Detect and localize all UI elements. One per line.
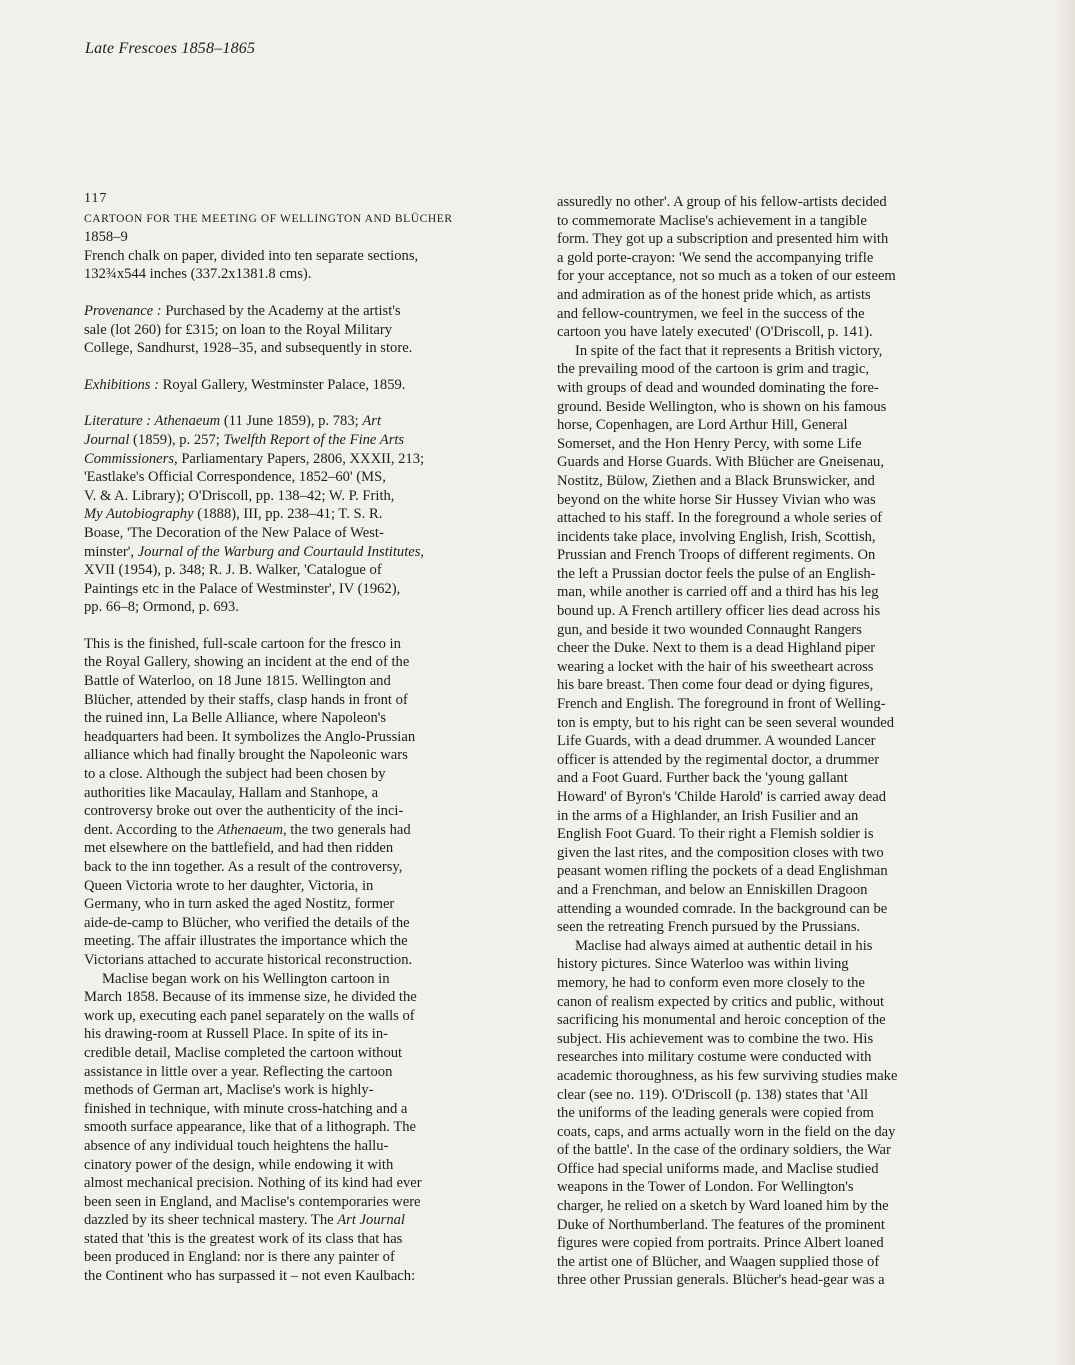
text-segment: canon of realism expected by critics and public, without [557, 993, 885, 1010]
text-line [557, 993, 977, 1012]
text-segment: back to the inn together. As a result of the controversy, [84, 859, 403, 875]
text-line [557, 1234, 977, 1253]
text-segment: and a Frenchman, and below an Enniskillen Dragoon [557, 881, 868, 898]
exhibitions [84, 376, 504, 395]
text-line [557, 676, 977, 695]
text-line [557, 435, 977, 454]
text-segment: Journal [84, 431, 130, 448]
text-line [84, 709, 504, 728]
text-segment: been seen in England, and Maclise's contemporaries were [84, 1193, 421, 1210]
text-line [557, 1104, 977, 1123]
text-segment: assuredly no other'. A group of his fellow-artists decided [557, 194, 887, 210]
text-segment: attending a wounded comrade. In the background can be [557, 900, 888, 917]
text-line [84, 450, 504, 469]
text-segment: researches into military costume were conducted with [557, 1049, 872, 1066]
text-segment: assistance in little over a year. Reflecting the cartoon [84, 1063, 393, 1080]
text-segment: wearing a locket with the hair of his sweetheart across [557, 658, 874, 675]
text-segment: the artist one of Blücher, and Waagen supplied those of [557, 1253, 880, 1270]
text-line [557, 1271, 977, 1290]
text-segment: sacrificing his monumental and heroic conception of the [557, 1012, 886, 1029]
text-line [557, 751, 977, 770]
text-line [84, 505, 504, 524]
text-segment: peasant women rifling the pockets of a dead Englishman [557, 863, 888, 880]
text-line [84, 839, 504, 858]
left-column [84, 190, 504, 1286]
text-line [557, 416, 977, 435]
text-segment: three other Prussian generals. Blücher's head-gear was a [557, 1272, 885, 1289]
text-line [84, 1211, 504, 1230]
text-segment: cheer the Duke. Next to them is a dead Highland piper [557, 640, 876, 657]
text-line [84, 932, 504, 951]
text-line [84, 858, 504, 877]
text-line [557, 862, 977, 881]
text-segment: Office had special uniforms made, and Maclise studied [557, 1160, 879, 1177]
text-line [84, 1137, 504, 1156]
text-segment: stated that 'this is the greatest work of its class that has [84, 1230, 403, 1247]
text-line [557, 379, 977, 398]
text-segment: charger, he relied on a sketch by Ward loaned him by the [557, 1198, 889, 1215]
text-line [557, 360, 977, 379]
text-segment: coats, caps, and arms actually worn in the field on the day [557, 1123, 896, 1140]
text-segment: (1859), p. 257; [129, 431, 224, 448]
text-segment: bound up. A French artillery officer lies dead across his [557, 603, 881, 620]
provenance-text: Purchased by the Academy at the artist's [161, 302, 401, 319]
text-segment: Duke of Northumberland. The features of the prominent [557, 1216, 885, 1233]
text-line [84, 1230, 504, 1249]
text-line [84, 1100, 504, 1119]
text-segment: In spite of the fact that it represents a British victory, [575, 342, 883, 359]
text-line [557, 714, 977, 733]
text-segment: Maclise began work on his Wellington cartoon in [102, 970, 390, 987]
text-segment: weapons in the Tower of London. For Wellington's [557, 1179, 854, 1196]
text-segment: gun, and beside it two wounded Connaught Rangers [557, 621, 862, 638]
text-line [557, 621, 977, 640]
text-line [557, 825, 977, 844]
text-segment: 'Eastlake's Official Correspondence, 1852–60' (MS, [84, 469, 386, 486]
text-segment: Athenaeum [151, 413, 221, 430]
text-segment: the prevailing mood of the cartoon is grim and tragic, [557, 361, 870, 378]
text-segment: cinatory power of the design, while endowing it with [84, 1156, 394, 1173]
text-segment: and a Foot Guard. Further back the 'young gallant [557, 770, 848, 787]
text-line [557, 398, 977, 417]
text-line [557, 974, 977, 993]
text-line [84, 1007, 504, 1026]
right-column [557, 193, 977, 1290]
text-segment: form. They got up a subscription and presented him with [557, 231, 889, 248]
text-line [84, 784, 504, 803]
text-segment: aide-de-camp to Blücher, who verified the details of the [84, 914, 410, 931]
text-segment: for your acceptance, not so much as a token of our esteem [557, 268, 896, 285]
text-line [557, 193, 977, 212]
text-segment: methods of German art, Maclise's work is highly- [84, 1082, 374, 1099]
exhibitions-text: Royal Gallery, Westminster Palace, 1859. [159, 376, 406, 393]
body-paragraph [84, 970, 504, 1286]
text-segment: French and English. The foreground in front of Welling- [557, 696, 886, 713]
text-line [557, 323, 977, 342]
text-segment: his bare breast. Then come four dead or dying figures, [557, 677, 874, 694]
text-segment: Victorians attached to accurate historical reconstruction. [84, 951, 413, 968]
text-segment: clear (see no. 119). O'Driscoll (p. 138) states that 'All [557, 1086, 869, 1103]
text-line [557, 732, 977, 751]
text-segment: ton is empty, but to his right can be seen several wounded [557, 714, 895, 731]
text-line [557, 1048, 977, 1067]
text-line [557, 509, 977, 528]
text-line [84, 914, 504, 933]
literature-label: Literature : [84, 413, 152, 430]
text-segment: controversy broke out over the authenticity of the inci- [84, 803, 404, 820]
text-line [557, 565, 977, 584]
provenance-label: Provenance : [84, 302, 162, 319]
text-segment: to a close. Although the subject had been chosen by [84, 766, 386, 783]
literature [84, 412, 504, 617]
text-segment: Germany, who in turn asked the aged Nostitz, former [84, 896, 395, 913]
text-line [557, 639, 977, 658]
text-segment: ground. Beside Wellington, who is shown on his famous [557, 398, 887, 415]
body-paragraph [557, 193, 977, 342]
page-edge-shadow [1055, 0, 1075, 1365]
text-line [557, 918, 977, 937]
text-line [557, 1123, 977, 1142]
text-segment: (11 June 1859), p. 783; [220, 413, 363, 430]
text-line [557, 769, 977, 788]
text-line [84, 1156, 504, 1175]
text-line [84, 580, 504, 599]
text-segment: March 1858. Because of its immense size, he divided the [84, 989, 417, 1006]
text-line [557, 937, 977, 956]
text-segment: history pictures. Since Waterloo was within living [557, 956, 849, 973]
text-line [84, 635, 504, 654]
exhibitions-label: Exhibitions : [84, 376, 159, 393]
text-line [84, 1025, 504, 1044]
text-line [84, 1174, 504, 1193]
text-segment: the left a Prussian doctor feels the pulse of an English- [557, 565, 876, 582]
text-segment: attached to his staff. In the foreground a whole series of [557, 510, 883, 527]
text-segment: , [420, 543, 425, 560]
text-line [84, 728, 504, 747]
provenance [84, 302, 504, 358]
text-line [84, 1044, 504, 1063]
text-line [84, 765, 504, 784]
text-line [557, 491, 977, 510]
text-segment: memory, he had to conform even more closely to the [557, 974, 865, 991]
text-line [557, 900, 977, 919]
text-line [557, 844, 977, 863]
text-segment: Life Guards, with a dead drummer. A wounded Lancer [557, 733, 876, 750]
text-line [84, 543, 504, 562]
text-segment: the ruined inn, La Belle Alliance, where Napoleon's [84, 710, 387, 727]
text-segment: figures were copied from portraits. Prince Albert loaned [557, 1235, 884, 1252]
text-segment: Nostitz, Bülow, Ziethen and a Black Brunswicker, and [557, 472, 875, 489]
text-line [557, 286, 977, 305]
text-segment: Athenaeum [217, 821, 283, 838]
text-segment: (1888), III, pp. 238–41; T. S. R. [193, 506, 383, 523]
text-line [84, 802, 504, 821]
text-segment: subject. His achievement was to combine the two. His [557, 1030, 874, 1047]
text-segment: English Foot Guard. To their right a Flemish soldier is [557, 826, 874, 843]
text-segment: XVII (1954), p. 348; R. J. B. Walker, 'Catalogue of [84, 562, 382, 579]
text-line [84, 821, 504, 840]
text-segment: Blücher, attended by their staffs, clasp hands in front of [84, 691, 408, 708]
text-segment: This is the finished, full-scale cartoon for the fresco in [84, 635, 401, 652]
text-segment: Boase, 'The Decoration of the New Palace of West- [84, 524, 384, 541]
running-head: Late Frescoes 1858–1865 [85, 40, 256, 57]
text-segment: cartoon you have lately executed' (O'Driscoll, p. 141). [557, 324, 873, 341]
text-segment: Prussian and French Troops of different regiments. On [557, 547, 876, 564]
text-segment: Paintings etc in the Palace of Westminster', IV (1962), [84, 580, 401, 597]
text-segment: absence of any individual touch heightens the hallu- [84, 1137, 389, 1154]
text-segment: almost mechanical precision. Nothing of its kind had ever [84, 1175, 422, 1192]
text-line [557, 1178, 977, 1197]
text-line [557, 1141, 977, 1160]
text-line [557, 658, 977, 677]
text-line [557, 1086, 977, 1105]
text-segment: smooth surface appearance, like that of a lithograph. The [84, 1119, 417, 1136]
text-line [84, 561, 504, 580]
text-segment: given the last rites, and the composition closes with two [557, 844, 884, 861]
text-segment: incidents take place, involving English, Irish, Scottish, [557, 528, 876, 545]
text-segment: Maclise had always aimed at authentic detail in his [575, 937, 873, 954]
text-line [557, 1253, 977, 1272]
text-line [557, 1011, 977, 1030]
text-segment: the Royal Gallery, showing an incident at the end of the [84, 654, 410, 671]
text-segment: dent. According to the [84, 821, 218, 838]
text-segment: headquarters had been. It symbolizes the Anglo-Prussian [84, 728, 416, 745]
text-segment: beyond on the white horse Sir Hussey Vivian who was [557, 491, 876, 508]
entry-title: CARTOON FOR THE MEETING OF WELLINGTON AND BLÜCHER [84, 212, 453, 225]
text-segment: pp. 66–8; Ormond, p. 693. [84, 599, 239, 616]
text-segment: to commemorate Maclise's achievement in a tangible [557, 212, 867, 229]
text-segment: work up, executing each panel separately on the walls of [84, 1007, 415, 1024]
text-line [84, 1081, 504, 1100]
text-segment: alliance which had finally brought the Napoleonic wars [84, 747, 408, 764]
text-segment: Twelfth Report of the Fine Arts [223, 431, 405, 448]
text-line [557, 528, 977, 547]
text-line [557, 212, 977, 231]
text-segment: a gold porte-crayon: 'We send the accompanying trifle [557, 249, 874, 266]
text-line [84, 487, 504, 506]
body-paragraph [557, 937, 977, 1290]
text-segment: met elsewhere on the battlefield, and had then ridden [84, 840, 394, 857]
text-line [557, 881, 977, 900]
text-line [557, 807, 977, 826]
text-segment: academic thoroughness, as his few surviving studies make [557, 1067, 898, 1084]
text-segment: , Parliamentary Papers, 2806, XXXII, 213; [174, 450, 425, 467]
text-segment: credible detail, Maclise completed the cartoon without [84, 1044, 403, 1061]
text-line [557, 453, 977, 472]
text-line [84, 691, 504, 710]
text-segment: officer is attended by the regimental doctor, a drummer [557, 751, 880, 768]
medium-line: French chalk on paper, divided into ten separate sections, [84, 247, 419, 264]
provenance-text: College, Sandhurst, 1928–35, and subsequently in store. [84, 340, 413, 357]
text-segment: seen the retreating French pursued by the Prussians. [557, 919, 861, 936]
text-line [84, 1063, 504, 1082]
text-line [557, 583, 977, 602]
text-line [557, 249, 977, 268]
text-segment: Howard' of Byron's 'Childe Harold' is carried away dead [557, 789, 887, 805]
text-line [84, 1248, 504, 1267]
text-line [557, 1030, 977, 1049]
text-line [557, 472, 977, 491]
body-paragraph [557, 342, 977, 937]
text-segment: Guards and Horse Guards. With Blücher are Gneisenau, [557, 454, 884, 471]
text-line [557, 305, 977, 324]
text-line [557, 602, 977, 621]
text-line [84, 598, 504, 617]
provenance-text: sale (lot 260) for £315; on loan to the Royal Military [84, 321, 393, 338]
text-segment: Somerset, and the Hon Henry Percy, with some Life [557, 435, 862, 452]
text-line [557, 788, 977, 807]
entry-medium [84, 247, 504, 284]
medium-line: 132¾x544 inches (337.2x1381.8 cms). [84, 266, 312, 283]
text-line [84, 431, 504, 450]
text-segment: , the two generals had [283, 821, 411, 838]
text-line [557, 230, 977, 249]
text-segment: the uniforms of the leading generals were copied from [557, 1105, 874, 1122]
text-segment: man, while another is carried off and a third has his leg [557, 584, 879, 601]
text-line [84, 746, 504, 765]
text-line [84, 970, 504, 989]
text-line [84, 468, 504, 487]
text-line [557, 342, 977, 361]
text-line [557, 955, 977, 974]
text-segment: been produced in England: nor is there any painter of [84, 1249, 395, 1266]
text-segment: Battle of Waterloo, on 18 June 1815. Wellington and [84, 673, 391, 690]
text-segment: the Continent who has surpassed it – not even Kaulbach: [84, 1268, 416, 1285]
text-segment: his drawing-room at Russell Place. In spite of its in- [84, 1026, 388, 1043]
text-line [557, 1067, 977, 1086]
text-segment: My Autobiography [84, 506, 194, 523]
text-line [557, 1197, 977, 1216]
text-line [84, 1193, 504, 1212]
text-segment: dazzled by its sheer technical mastery. The [84, 1212, 338, 1229]
text-segment: Queen Victoria wrote to her daughter, Victoria, in [84, 877, 374, 894]
text-segment: of the battle'. In the case of the ordinary soldiers, the War [557, 1142, 891, 1159]
text-line [84, 1267, 504, 1286]
text-segment: horse, Copenhagen, are Lord Arthur Hill, General [557, 417, 848, 434]
text-segment: Art Journal [337, 1212, 405, 1229]
text-segment: and admiration as of the honest pride which, as artists [557, 286, 871, 303]
text-segment: finished in technique, with minute cross-hatching and a [84, 1100, 408, 1117]
body-paragraph [84, 635, 504, 970]
text-line [84, 524, 504, 543]
text-line [84, 988, 504, 1007]
text-segment: with groups of dead and wounded dominating the fore- [557, 379, 879, 396]
text-segment: V. & A. Library); O'Driscoll, pp. 138–42; W. P. Frith, [84, 487, 395, 504]
text-segment: minster', [84, 543, 138, 560]
text-segment: Commissioners [84, 450, 175, 467]
text-segment: authorities like Macaulay, Hallam and Stanhope, a [84, 784, 379, 801]
text-line [557, 1216, 977, 1235]
text-segment: meeting. The affair illustrates the importance which the [84, 933, 408, 950]
text-line [557, 267, 977, 286]
text-line [84, 951, 504, 970]
entry-date: 1858–9 [84, 229, 128, 246]
text-line [84, 653, 504, 672]
text-line [557, 546, 977, 565]
text-line [84, 1118, 504, 1137]
text-line [557, 1160, 977, 1179]
text-line [84, 895, 504, 914]
text-line [84, 877, 504, 896]
catalogue-number: 117 [84, 191, 108, 206]
text-segment: Art [362, 413, 381, 430]
text-segment: Journal of the Warburg and Courtauld Institutes [137, 543, 421, 560]
text-line [557, 695, 977, 714]
text-line [84, 672, 504, 691]
text-segment: in the arms of a Highlander, an Irish Fusilier and an [557, 807, 859, 824]
text-segment: and fellow-countrymen, we feel in the success of the [557, 305, 865, 322]
